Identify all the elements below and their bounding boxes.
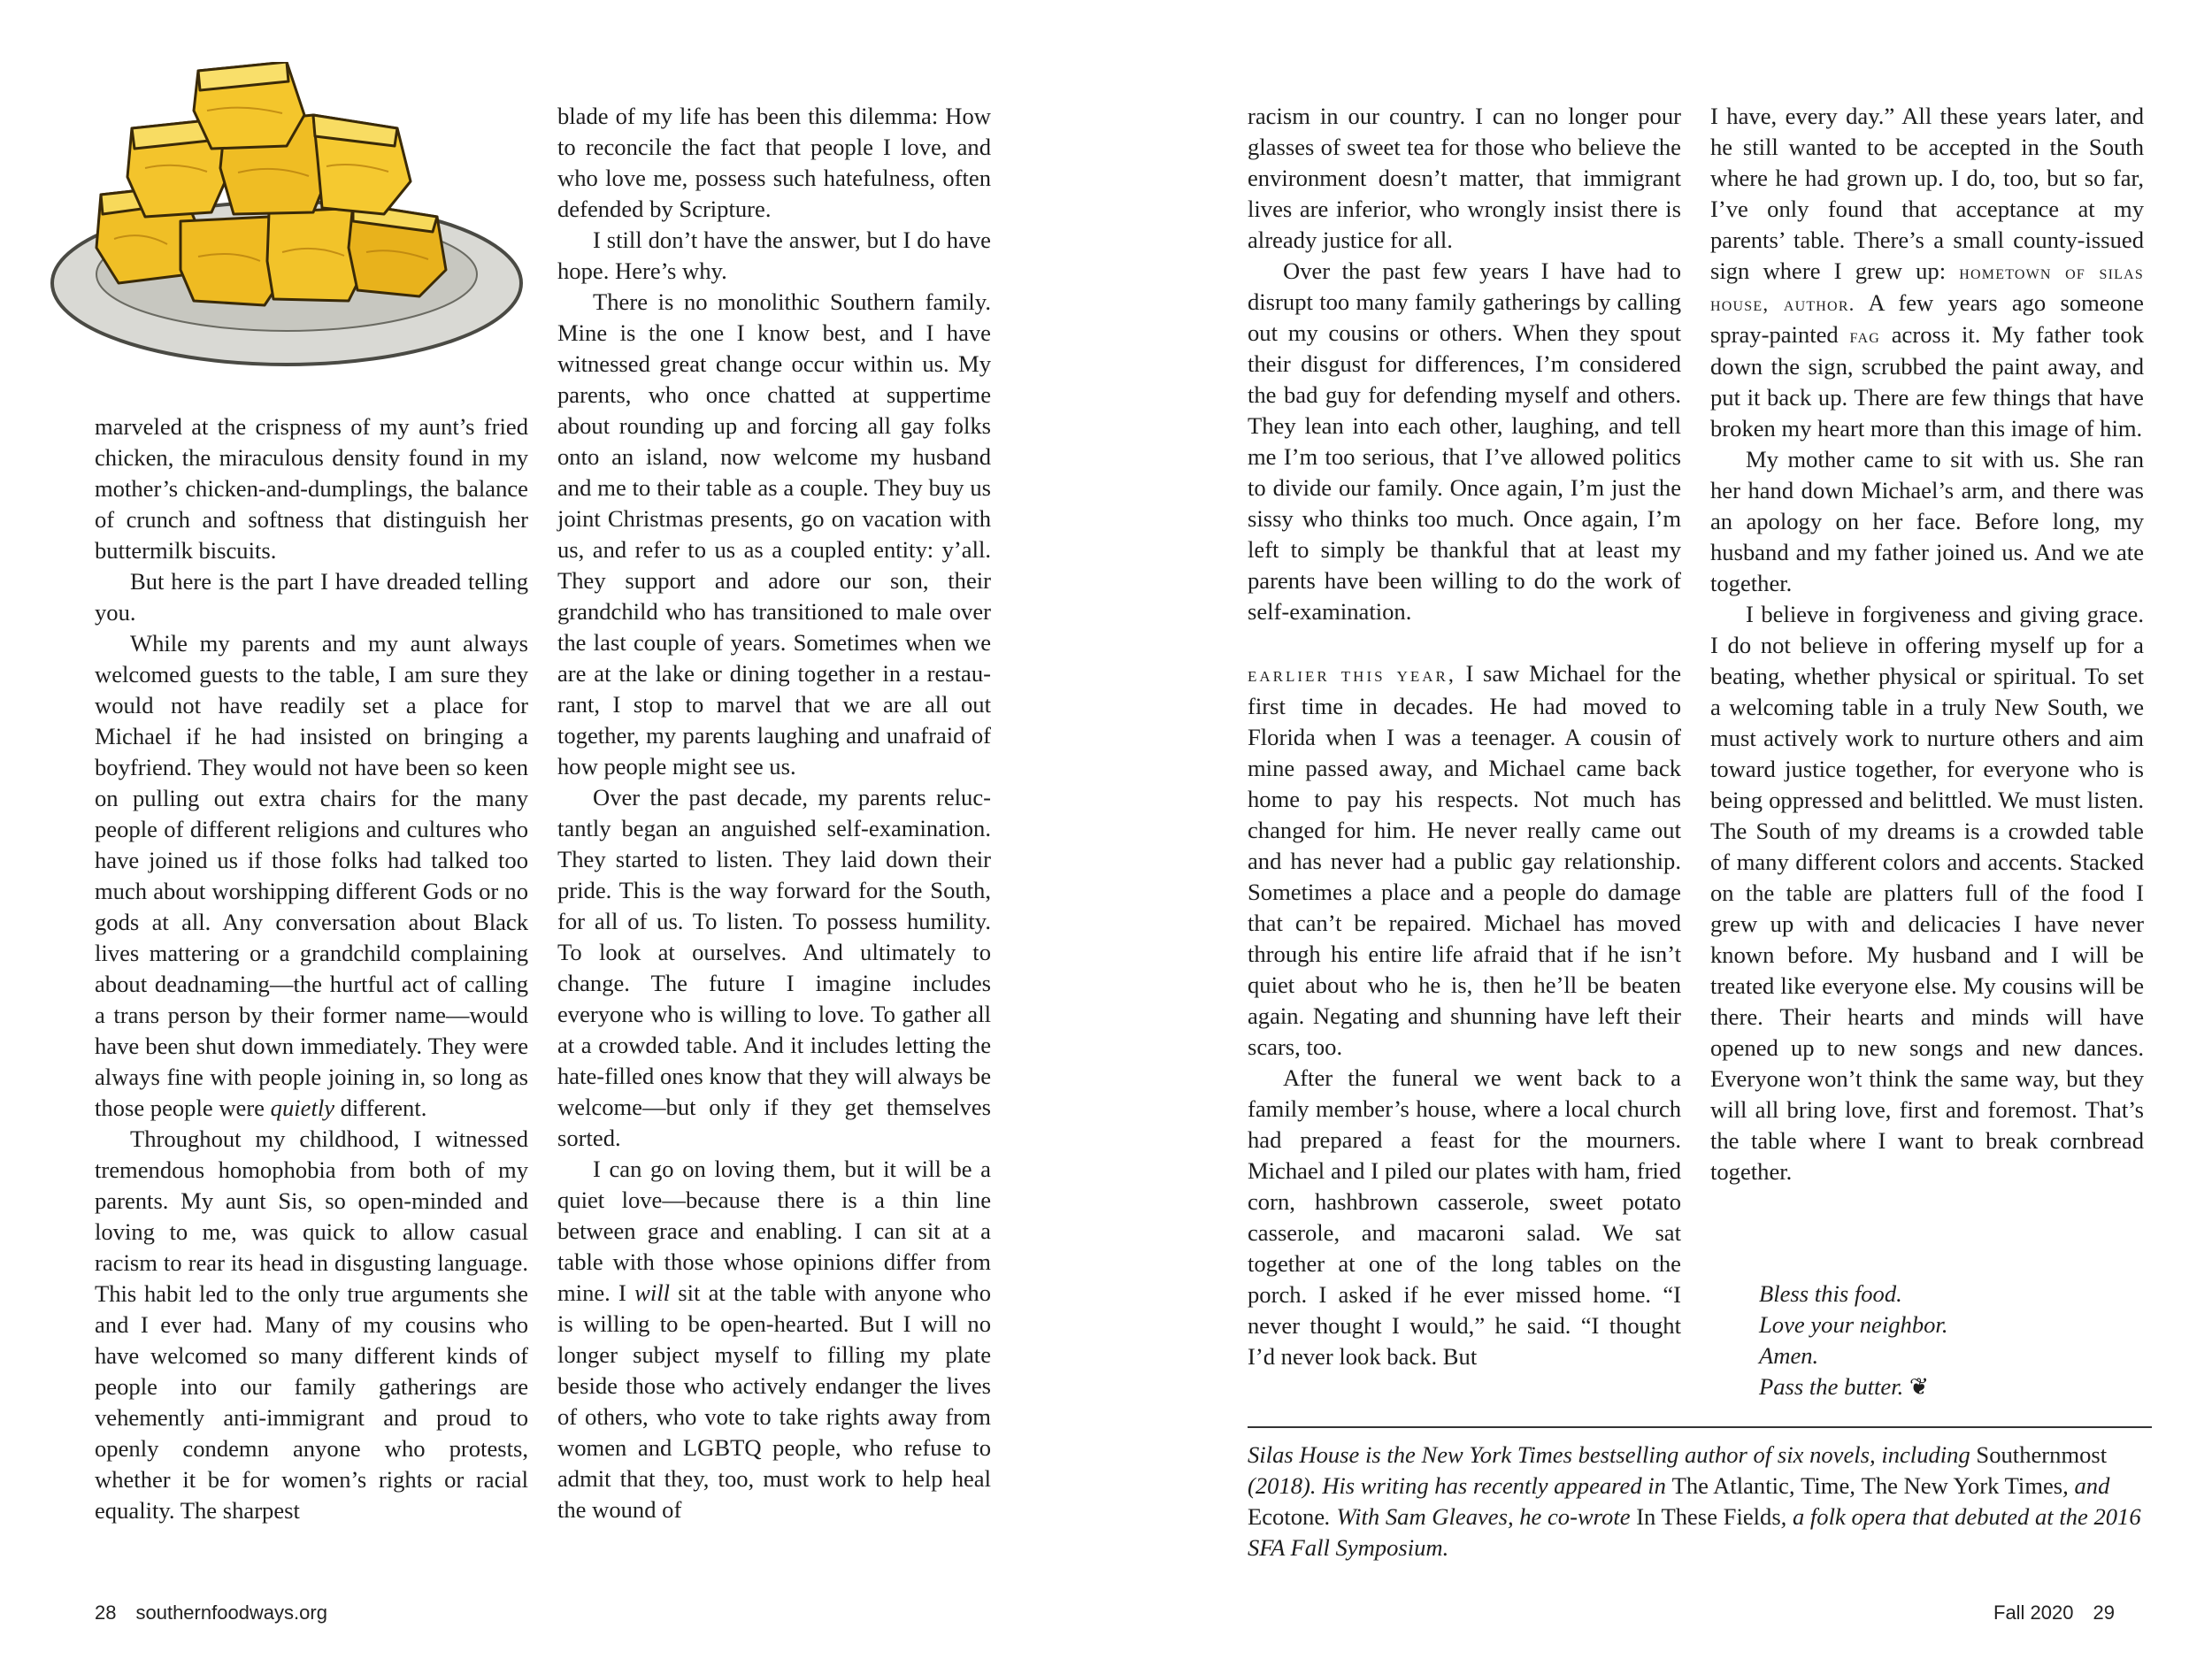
emphasis-will: will	[634, 1279, 671, 1306]
column-3	[1248, 101, 1681, 1372]
column-2	[557, 101, 991, 1525]
site-url: southernfoodways.org	[135, 1601, 327, 1624]
paragraph	[95, 628, 528, 1124]
cornbread-illustration	[48, 62, 526, 380]
bio-title: Time	[1801, 1472, 1850, 1499]
emphasis-quietly: quietly	[270, 1094, 335, 1121]
column-1	[95, 411, 528, 1526]
paragraph: There is no monolithic Southern family. Mine is the one I know best, and I have witnessed great change occur within us. My parents, who once chatted at suppertime about rounding up and forcing all gay folks onto an island, now welcome my husband and me to their table as a couple. They buy us joint Christmas presents, go on vacation with us, and refer to us as a coupled entity: y’all. They support and adore our son, their grandchild who has transitioned to male over the last couple of years. Sometimes when we are at the lake or dining together in a restaurant, I stop to marvel that we are all out together, my parents laughing and unafraid of how people might see us.	[557, 288, 991, 780]
bio-text: ,	[1788, 1472, 1801, 1499]
closing-poem	[1759, 1279, 1947, 1402]
paragraph: Throughout my childhood, I witnessed tremendous homophobia from both of my parents. My aunt Sis, so open-minded and loving to me, was quick to allow casual racism to rear its head in disgusting language. This habit led to the only true arguments she and I ever had. Many of my cousins who have welcomed so many different kinds of people into our family gatherings are vehemently anti-immigrant and proud to openly condemn anyone who protests, whether it be for women’s rights or racial equality. The sharpest	[95, 1125, 528, 1524]
paragraph: Over the past decade, my parents reluctantly began an anguished self-examination. They started to listen. They laid down their pride. This is the way forward for the South, for all of us. To listen. To possess humility. To look at ourselves. And ultimately to change. The future I imagine includes everyone who is willing to love. To gather all at a crowded table. And it includes letting the hate-filled ones know that they will always be welcome—but only if they get themselves sorted.	[557, 784, 991, 1151]
poem-line	[1759, 1371, 1947, 1402]
section-opening-paragraph	[1248, 658, 1681, 1063]
graffiti-word: fag	[1849, 325, 1880, 347]
author-bio	[1248, 1440, 2141, 1563]
paragraph-text: While my parents and my aunt always welcomed guests to the table, I am sure they would not have readily set a place for Michael if he had insisted on bringing a boyfriend. They would not have been so keen on pulling out extra chairs for the many people of different religions and cultures who have joined us if those folks had talked too much about worshipping different Gods or no gods at all. Any conversation about Black lives mattering or a grandchild complaining about deadnaming—the hurtful act of calling a trans person by their former name—would have been shut down immediately. They were always fine with people joining in, so long as those people were	[95, 630, 528, 1121]
poem-line-text: Pass the butter.	[1759, 1373, 1904, 1400]
paragraph-text: I have, every day.” All these years later, and he still wanted to be accepted in the South where he had grown up. I do, too, but so far, I’ve only found that acceptance at my parents’ table. There’s a small county-issued sign where I grew up:	[1710, 103, 2144, 284]
bio-text: (2018). His writing has recently appeared in	[1248, 1472, 1672, 1499]
paragraph-text: A few years ago someone spray-painted	[1710, 289, 2144, 348]
bio-text: ,	[1849, 1472, 1862, 1499]
bio-text: , and	[2062, 1472, 2110, 1499]
section-lead-in: earlier this year,	[1248, 664, 1456, 687]
paragraph	[1710, 101, 2144, 444]
paragraph: My mother came to sit with us. She ran her hand down Michael’s arm, and there was an apology on her face. Before long, my husband and my father joined us. And we ate together.	[1710, 446, 2144, 596]
paragraph-text: I can go on loving them, but it will be a quiet love—because there is a thin line between grace and enabling. I can sit at a table with those whose opinions differ from mine. I	[557, 1156, 991, 1306]
end-mark-icon: ❦	[1909, 1373, 1930, 1400]
page-number: 28	[95, 1601, 117, 1624]
paragraph-text: across it. My father took down the sign, scrubbed the paint away, and put it back up. There are few things that have broken my heart more than this image of him.	[1710, 321, 2144, 442]
bio-title: Southernmost	[1976, 1441, 2108, 1468]
paragraph-text: I saw Michael for the first time in decades. He had moved to Florida when I was a teenager. A cousin of mine passed away, and Michael came back home to pay his respects. Not much has changed for him. He never really came out and has never had a public gay relationship. Sometimes a place and a people do damage that can’t be repaired. Michael has moved through his entire life afraid that if he isn’t quiet about who he is, then he’ll be beaten again. Negating and shunning have left their scars, too.	[1248, 660, 1681, 1060]
paragraph: I still don’t have the answer, but I do have hope. Here’s why.	[557, 227, 991, 284]
issue-label: Fall 2020	[1993, 1601, 2074, 1624]
paragraph-text: different.	[334, 1094, 427, 1121]
paragraph: After the funeral we went back to a family member’s house, where a local church had prepared a feast for the mourners. Michael and I piled our plates with ham, fried corn, hashbrown casserole, sweet potato casserole, and macaroni salad. We sat together at one of the long tables on the porch. I asked if he ever missed home. “I never thought I would,” he said. “I thought I’d never look back. But	[1248, 1064, 1681, 1370]
paragraph: blade of my life has been this dilemma: How to reconcile the fact that people I love, and who love me, possess such hatefulness, often defended by Scripture.	[557, 103, 991, 222]
bio-title: The Atlantic	[1671, 1472, 1789, 1499]
column-4	[1710, 101, 2144, 1187]
poem-line: Bless this food.	[1759, 1280, 1902, 1307]
bio-title: The New York Times	[1861, 1472, 2063, 1499]
paragraph: racism in our country. I can no longer pour glasses of sweet tea for those who believe the environment doesn’t matter, that immigrant lives are inferior, who wrongly insist there is already justice for all.	[1248, 103, 1681, 253]
paragraph: marveled at the crispness of my aunt’s fried chicken, the miraculous density found in my mother’s chicken-and-dumplings, the balance of crunch and softness that distinguish her buttermilk biscuits.	[95, 413, 528, 564]
paragraph-text: sit at the table with anyone who is willing to be open-hearted. But I will no longer subject myself to filling my plate beside those who actively endanger the lives of others, who vote to take rights away from women and LGBTQ people, who refuse to admit that they, too, must work to help heal the wound of	[557, 1279, 991, 1523]
paragraph	[557, 1154, 991, 1525]
paragraph: Over the past few years I have had to disrupt too many family gatherings by calling out my cousins or others. When they spout their disgust for differences, I’m considered the bad guy for defending myself and others. They lean into each other, laughing, and tell me I’m too serious, that I’ve allowed politics to divide our family. Once again, I’m just the sissy who thinks too much. Once again, I’m left to simply be thankful that at least my parents have been willing to do the work of self-examination.	[1248, 257, 1681, 625]
bio-title: In These Fields	[1636, 1503, 1781, 1530]
page-number: 29	[2093, 1601, 2115, 1624]
bio-divider	[1248, 1426, 2152, 1428]
folio-right	[1993, 1601, 2115, 1624]
paragraph: But here is the part I have dreaded telling you.	[95, 568, 528, 626]
sign-text: hometown of silas house, author.	[1710, 261, 2144, 315]
poem-line: Love your neighbor.	[1759, 1311, 1948, 1338]
poem-line: Amen.	[1759, 1342, 1819, 1369]
bio-text: . With Sam Gleaves, he co-wrote	[1325, 1503, 1637, 1530]
paragraph: I believe in forgiveness and giving grace. I do not believe in offering myself up for a beating, whether physical or spiritual. To set a welcoming table in a truly New South, we must actively work to nurture others and aim toward justice together, for everyone who is being oppressed and belittled. We must listen. The South of my dreams is a crowded table of many different colors and accents. Stacked on the table are platters full of the food I grew up with and delicacies I have never known before. My husband and I will be treated like everyone else. My cousins will be there. Their hearts and minds will have opened up to new songs and new dances. Everyone won’t think the same way, but they will all bring love, first and foremost. That’s the table where I want to break cornbread together.	[1710, 601, 2144, 1185]
folio-left	[95, 1601, 347, 1624]
bio-title: Ecotone	[1248, 1503, 1325, 1530]
bio-text: Silas House is the New York Times bestselling author of six novels, including	[1248, 1441, 1977, 1468]
bio-text: , a folk opera that debuted at the 2016 SFA Fall Symposium.	[1248, 1503, 2141, 1561]
